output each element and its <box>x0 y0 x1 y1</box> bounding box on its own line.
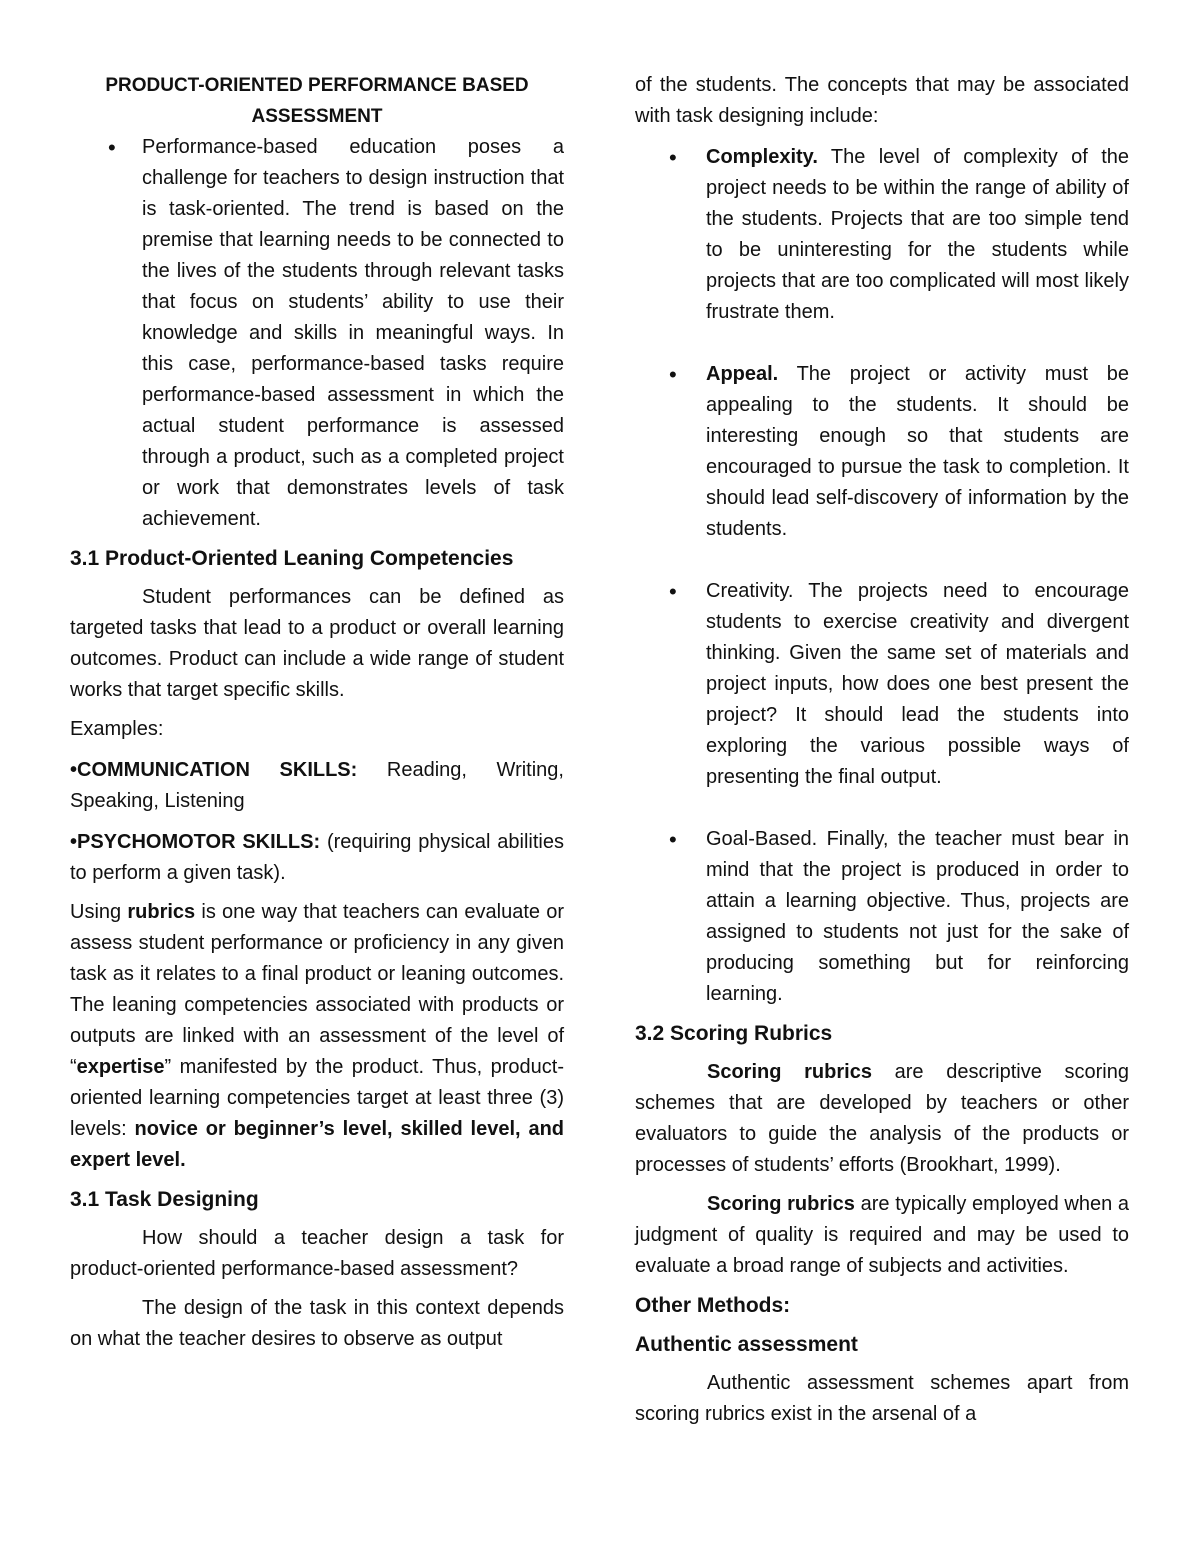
scoring-rubrics-text-2: are typically employed when a judgment of quality is required and may be used to evaluate a broad range of subjects and activities. <box>635 1193 1129 1277</box>
complexity-text: The level of complexity of the project needs to be within the range of ability of the students. Projects that are too simple tend to be uninteresting for the students while projects that are too complicated will most likely frustrate them. <box>706 146 1129 323</box>
appeal-label: Appeal. <box>706 363 779 385</box>
paragraph-rubrics <box>70 897 564 1176</box>
bullet-creativity: • Creativity. The projects need to encourage students to exercise creativity and divergent thinking. Given the same set of materials and project inputs, how does one best present the project? It should lead the students into exploring the various possible ways of presenting the final output. <box>635 576 1129 793</box>
expertise-word: expertise <box>76 1056 165 1078</box>
examples-label: Examples: <box>70 718 164 740</box>
psychomotor-skills-text: (requiring physical abilities to perform a given task). <box>70 831 564 884</box>
scoring-rubrics-label-2: Scoring rubrics <box>707 1193 855 1215</box>
paragraph-scoring-rubrics-2 <box>635 1189 1129 1282</box>
title-line-2: ASSESSMENT <box>251 106 383 127</box>
title-line-1: PRODUCT-ORIENTED PERFORMANCE BASED <box>105 75 529 96</box>
heading-scoring-rubrics: 3.2 Scoring Rubrics <box>635 1022 833 1045</box>
intro-bullet: • Performance-based education poses a challenge for teachers to design instruction that is task-oriented. The trend is based on the premise that learning needs to be connected to the lives of the students through relevant tasks that focus on students’ ability to use their knowledge and skills in meaningful ways. In this case, performance-based tasks require performance-based assessment in which the actual student performance is assessed through a product, such as a completed project or work that demonstrates levels of task achievement. <box>70 132 564 535</box>
paragraph-student-performances: Student performances can be defined as targeted tasks that lead to a product or overall learning outcomes. Product can include a wide range of student works that target specific skills. <box>70 586 564 701</box>
scoring-rubrics-text-1: are descriptive scoring schemes that are developed by teachers or other evaluators to guide the analysis of the products or processes of students’ efforts (Brookhart, 1999). <box>635 1061 1129 1176</box>
rubrics-post: ” manifested by the product. Thus, product-oriented learning competencies target at least three (3) levels: <box>70 1056 564 1140</box>
heading-other-methods: Other Methods: <box>635 1294 791 1317</box>
continued-text: of the students. The concepts that may be associated with task designing include: <box>635 74 1129 127</box>
bullet-appeal <box>635 359 1129 545</box>
complexity-label: Complexity. <box>706 146 818 168</box>
psychomotor-skills-item <box>70 827 564 889</box>
bullet-goal-based: • Goal-Based. Finally, the teacher must bear in mind that the project is produced in order to attain a learning objective. Thus, projects are assigned to students not just for the sake of producing something but for reinforcing learning. <box>635 824 1129 1010</box>
paragraph-task-design: The design of the task in this context depends on what the teacher desires to observe as output <box>70 1297 564 1350</box>
heading-authentic-assessment: Authentic assessment <box>635 1333 858 1356</box>
communication-skills-item <box>70 755 564 817</box>
document-title <box>70 70 564 132</box>
communication-skills-text: Reading, Writing, Speaking, Listening <box>70 759 564 812</box>
heading-task-designing: 3.1 Task Designing <box>70 1188 259 1211</box>
right-column <box>635 70 1129 1430</box>
psychomotor-skills-label: •PSYCHOMOTOR SKILLS: <box>70 831 321 853</box>
rubrics-pre: Using <box>70 901 128 923</box>
paragraph-scoring-rubrics-1 <box>635 1057 1129 1181</box>
levels-bold: novice or beginner’s level, skilled level, and expert level. <box>70 1118 564 1171</box>
paragraph-task-question: How should a teacher design a task for product-oriented performance-based assessment? <box>70 1227 564 1280</box>
paragraph-authentic-assessment: Authentic assessment schemes apart from scoring rubrics exist in the arsenal of a <box>635 1372 1129 1425</box>
communication-skills-label: •COMMUNICATION SKILLS: <box>70 759 358 781</box>
rubrics-word: rubrics <box>127 901 196 923</box>
heading-product-oriented-competencies: 3.1 Product-Oriented Leaning Competencies <box>70 547 514 570</box>
bullet-complexity <box>635 142 1129 328</box>
rubrics-mid: is one way that teachers can evaluate or assess student performance or proficiency in any given task as it relates to a final product or leaning outcomes. The leaning competencies associated with products or outputs are linked with an assessment of the level of “ <box>70 901 564 1078</box>
left-column <box>70 70 564 1355</box>
appeal-text: The project or activity must be appealing to the students. It should be interesting enough so that students are encouraged to pursue the task to completion. It should lead self-discovery of information by the students. <box>706 363 1129 540</box>
scoring-rubrics-label-1: Scoring rubrics <box>707 1061 872 1083</box>
